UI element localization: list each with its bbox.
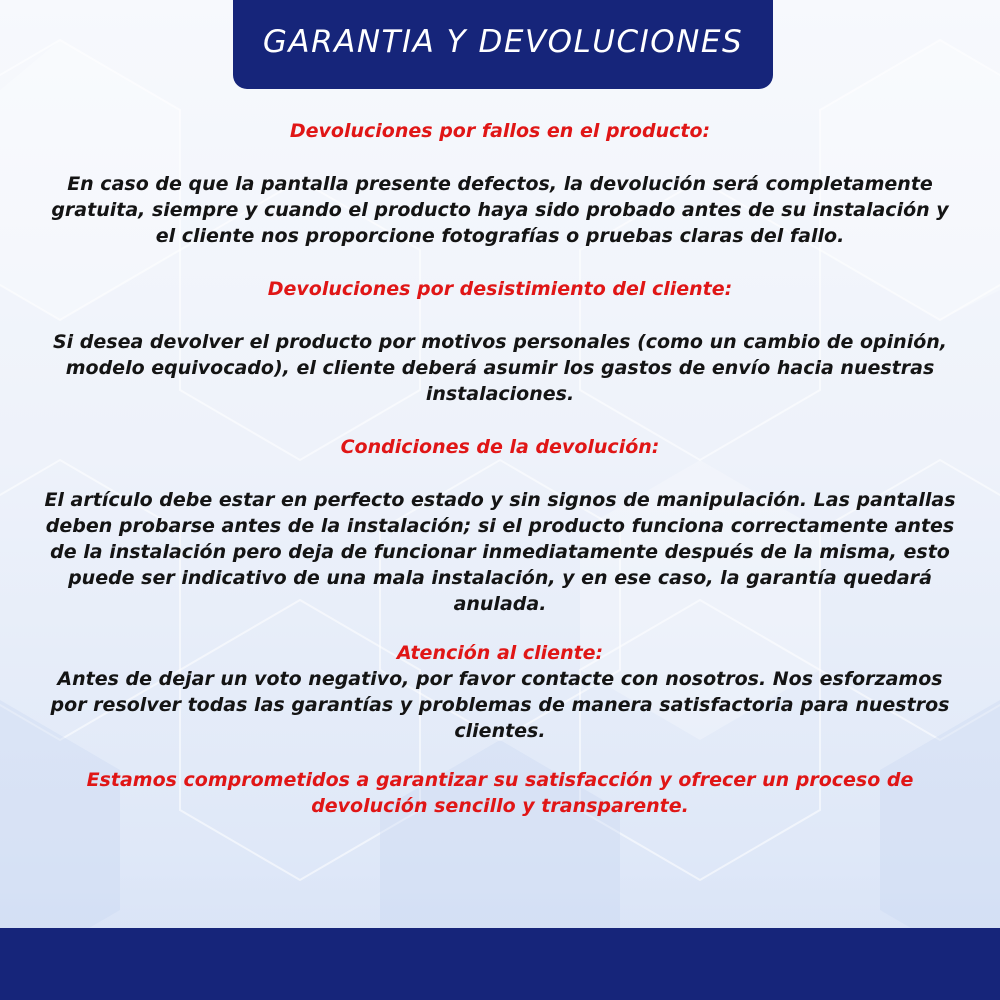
section-body-conditions: El artículo debe estar en perfecto estado y sin signos de manipulación. Las pantallas deben probarse antes de la instalación; si el producto funciona correctamente antes de la instalación pero deja de funcionar inmediatamente después de la misma, esto puede ser indicativo de una mala instalación, y en ese caso, la garantía quedará anulada. — [44, 489, 956, 615]
page-title: GARANTIA Y DEVOLUCIONES — [262, 23, 744, 60]
section-body-support: Antes de dejar un voto negativo, por favor contacte con nosotros. Nos esforzamos por resolver todas las garantías y problemas de manera satisfactoria para nuestros clientes. — [50, 668, 950, 742]
section-body-withdrawal: Si desea devolver el producto por motivos personales (como un cambio de opinión, modelo equivocado), el cliente deberá asumir los gastos de envío hacia nuestras instalaciones. — [52, 331, 948, 405]
section-heading-conditions: Condiciones de la devolución: — [340, 436, 660, 458]
header-banner — [233, 0, 773, 89]
section-heading-support: Atención al cliente: — [396, 642, 604, 664]
closing-statement: Estamos comprometidos a garantizar su satisfacción y ofrecer un proceso de devolución sencillo y transparente. — [86, 769, 914, 817]
section-heading-defects: Devoluciones por fallos en el producto: — [289, 120, 711, 142]
policy-content — [40, 118, 960, 819]
footer-bar — [0, 928, 1000, 1000]
section-heading-withdrawal: Devoluciones por desistimiento del cliente: — [267, 278, 733, 300]
section-body-defects: En caso de que la pantalla presente defectos, la devolución será completamente gratuita, siempre y cuando el producto haya sido probado antes de su instalación y el cliente nos proporcione fotografías o pruebas claras del fallo. — [51, 173, 949, 247]
